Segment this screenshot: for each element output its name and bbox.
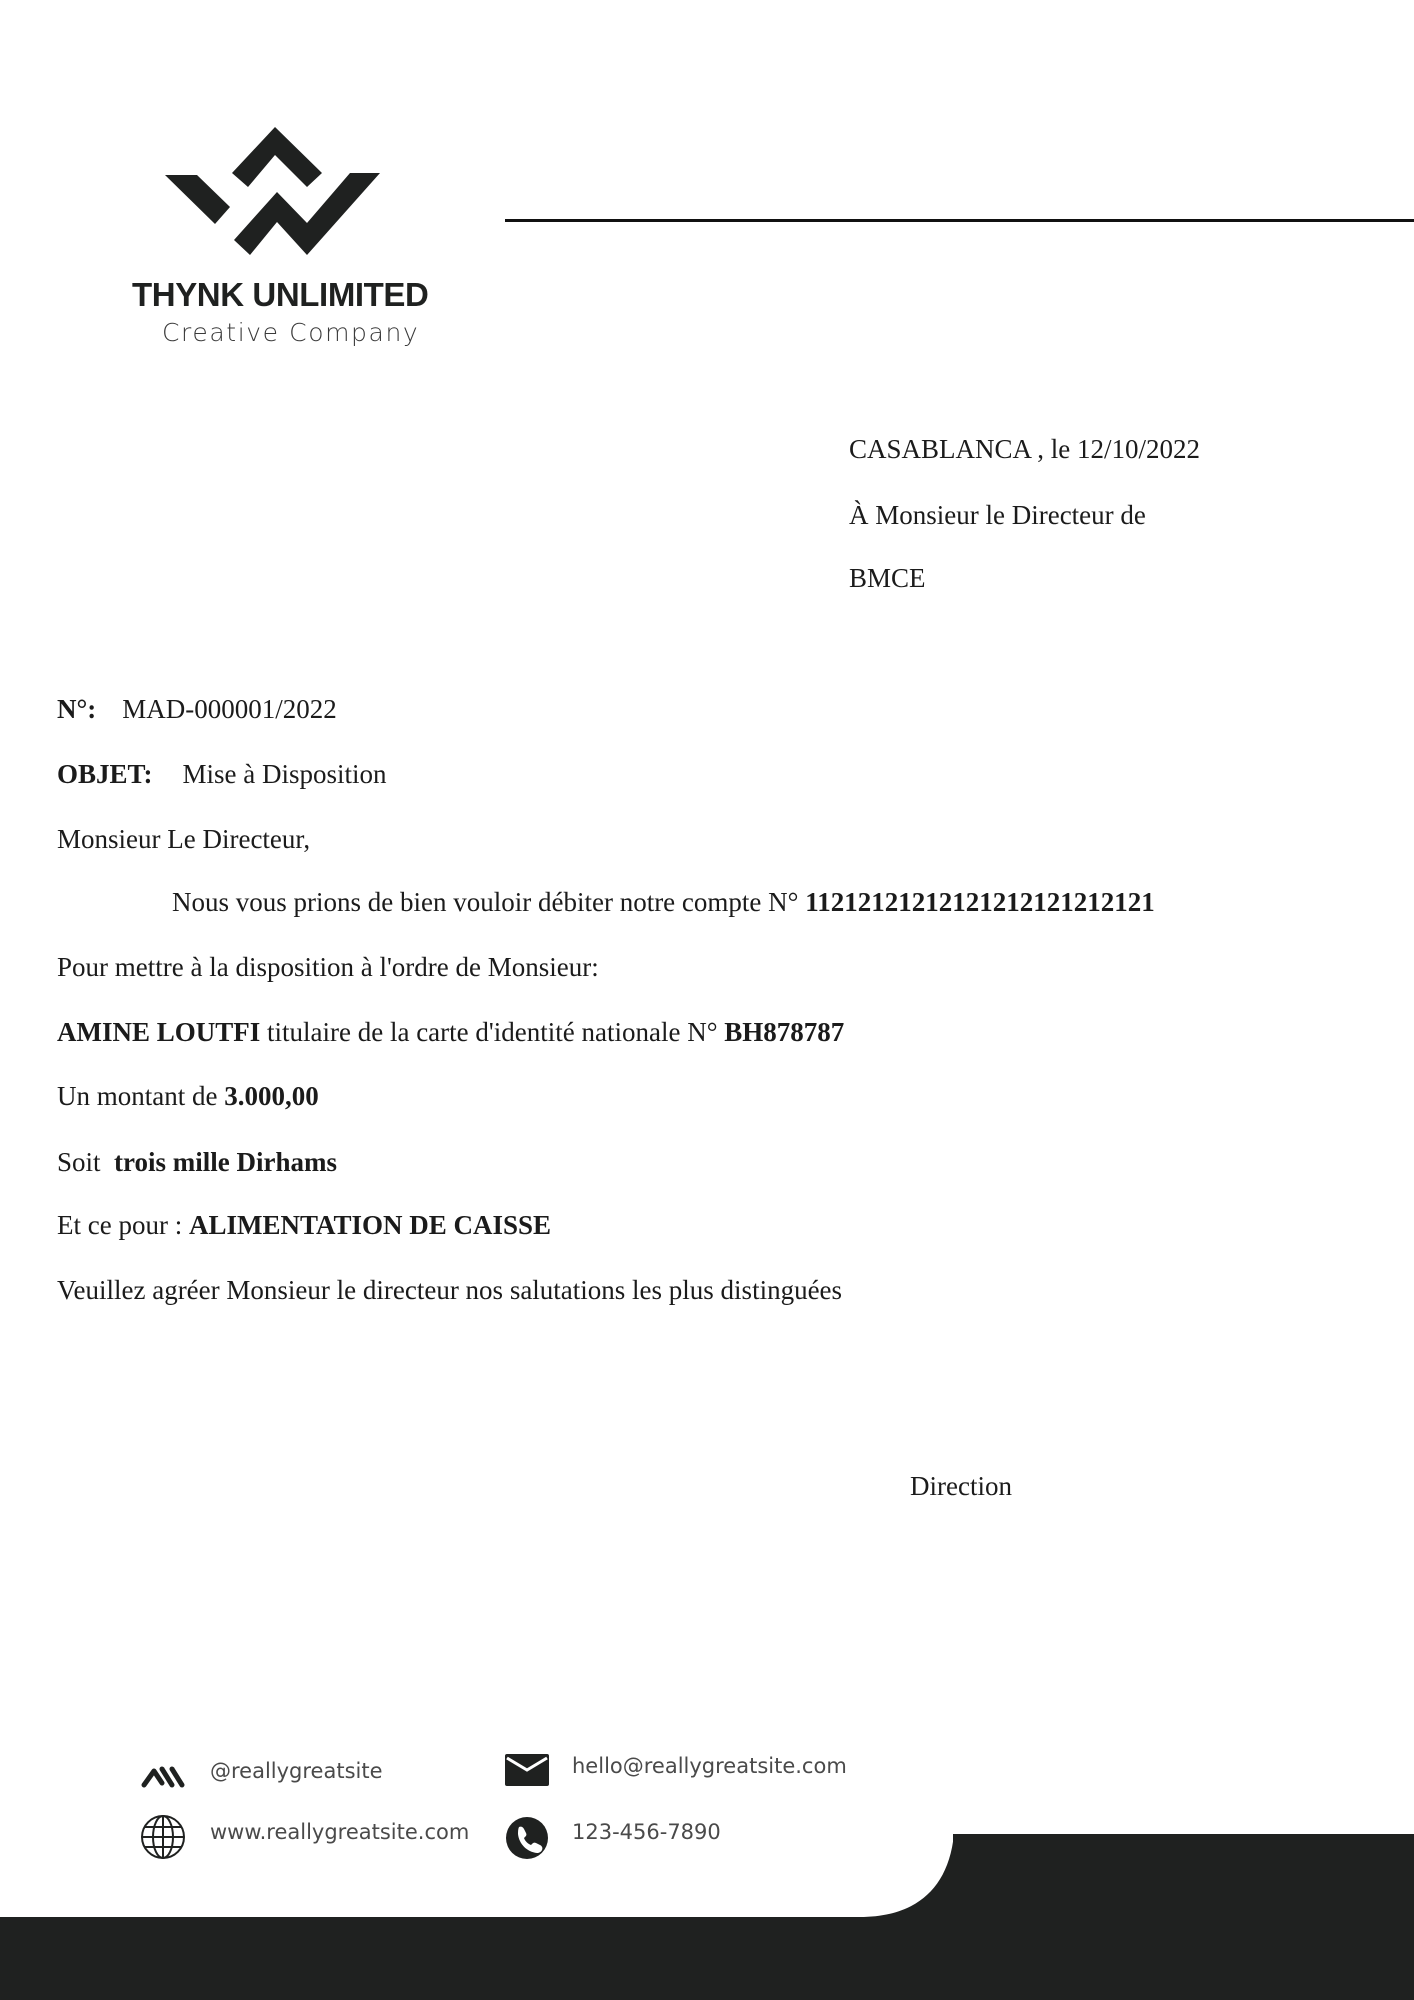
brand-social-icon — [140, 1763, 186, 1789]
recipient-line: À Monsieur le Directeur de — [849, 500, 1146, 530]
object-value: Mise à Disposition — [182, 759, 387, 789]
brand-tagline: Creative Company — [162, 318, 420, 347]
globe-icon — [140, 1814, 186, 1860]
letter-object — [57, 758, 387, 790]
footer-bar-tab — [953, 1834, 1414, 1924]
amount-words-label: Soit — [57, 1147, 115, 1177]
closing-line: Veuillez agréer Monsieur le directeur nos salutations les plus distinguées — [57, 1275, 843, 1305]
beneficiary-name: AMINE LOUTFI — [57, 1017, 261, 1047]
disposition-line: Pour mettre à la disposition à l'ordre de Monsieur: — [57, 952, 599, 982]
debit-text: Nous vous prions de bien vouloir débiter notre compte N° — [172, 887, 806, 917]
amount-words: trois mille Dirhams — [114, 1147, 338, 1177]
account-number: 11212121212121212121212121 — [805, 887, 1155, 917]
amount-words-line — [57, 1146, 337, 1178]
purpose-line — [57, 1209, 551, 1241]
header-divider — [505, 219, 1414, 222]
place-date: CASABLANCA , le 12/10/2022 — [849, 434, 1201, 464]
signature-label: Direction — [910, 1471, 1012, 1501]
footer-bar-curve — [860, 1834, 956, 1918]
purpose-value: ALIMENTATION DE CAISSE — [188, 1210, 552, 1240]
reference-number-label: N°: — [57, 694, 97, 724]
beneficiary-line — [57, 1016, 844, 1048]
amount-line — [57, 1080, 319, 1112]
email-link[interactable]: hello@reallygreatsite.com — [572, 1754, 847, 1778]
id-number: BH878787 — [724, 1017, 845, 1047]
logo-icon — [155, 115, 395, 260]
footer-bar — [0, 1917, 1414, 2000]
phone-number[interactable]: 123-456-7890 — [572, 1820, 721, 1844]
object-label: OBJET: — [57, 759, 153, 789]
recipient-bank: BMCE — [849, 563, 926, 593]
debit-paragraph — [172, 886, 1155, 918]
social-handle[interactable]: @reallygreatsite — [210, 1759, 383, 1783]
reference-number — [57, 693, 337, 725]
id-text: titulaire de la carte d'identité nationale N° — [260, 1017, 725, 1047]
envelope-icon — [505, 1754, 549, 1786]
reference-number-value: MAD-000001/2022 — [122, 694, 337, 724]
phone-icon — [505, 1816, 549, 1860]
website-link[interactable]: www.reallygreatsite.com — [210, 1820, 470, 1844]
brand-name: THYNK UNLIMITED — [132, 276, 429, 313]
salutation: Monsieur Le Directeur, — [57, 824, 311, 854]
amount-label: Un montant de — [57, 1081, 225, 1111]
amount-value: 3.000,00 — [224, 1081, 319, 1111]
purpose-label: Et ce pour : — [57, 1210, 189, 1240]
